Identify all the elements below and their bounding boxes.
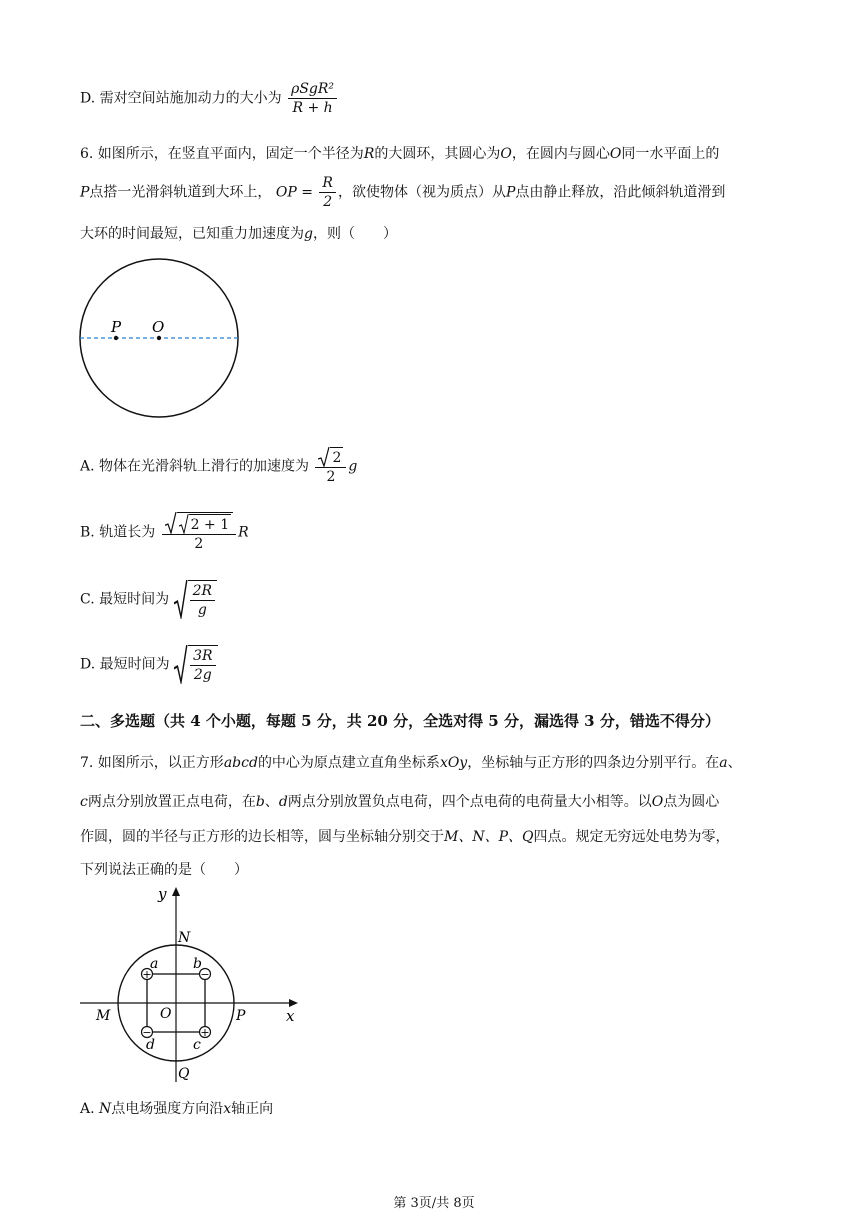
q6-option-d: D. 最短时间为 $\frac{3R}{2g}$ (80, 645, 218, 684)
x-axis-arrow (289, 999, 298, 1007)
q6-option-b: B. 轨道长为 $\frac{2 + 1}{2}$ R (80, 512, 249, 553)
label-a: a (150, 956, 159, 972)
svg-text:+: + (142, 968, 152, 981)
q7-stem-line1: 7. 如图所示，以正方形abcd的中心为原点建立直角坐标系xOy，坐标轴与正方形的四条边分别平行。在a、 (80, 755, 742, 771)
label-p: P (236, 1008, 246, 1024)
label-y: y (158, 885, 167, 903)
label-o: O (152, 318, 165, 336)
q6-stem-line1: 6. 如图所示，在竖直平面内，固定一个半径为R的大圆环，其圆心为O，在圆内与圆心O同一水平面上的 (80, 146, 720, 162)
svg-text:−: − (200, 968, 210, 981)
label-q: Q (178, 1066, 190, 1082)
label-m: M (96, 1008, 111, 1024)
label-p: P (111, 318, 122, 336)
q6-option-a: A. 物体在光滑斜轨上滑行的加速度为 $\frac{2}{2}$ g (80, 447, 357, 486)
y-axis-arrow (172, 887, 180, 896)
label-d: d (146, 1037, 155, 1053)
q5d-fraction: $\frac{\text{ρSgR²}}{R + h}$ (288, 80, 337, 117)
q7-stem-line3: 作圆，圆的半径与正方形的边长相等，圆与坐标轴分别交于M、N、P、Q四点。规定无穷远处电势为零， (80, 829, 730, 845)
q6-stem-line2: P点搭一光滑斜轨道到大环上， OP = $\frac{R}{2}$ ，欲使物体（视为质点）从P点由静止释放，沿此倾斜轨道滑到 (80, 175, 726, 210)
svg-text:−: − (142, 1026, 152, 1039)
label-x: x (286, 1007, 295, 1025)
label-b: b (193, 956, 202, 972)
label-o: O (160, 1006, 172, 1022)
svg-text:+: + (200, 1026, 210, 1039)
q7-coordinate-figure (78, 882, 303, 1092)
point-p-dot (114, 336, 118, 340)
q6-stem-line3: 大环的时间最短，已知重力加速度为g，则（ ） (80, 226, 397, 242)
page-footer: 第 3页/共 8页 (393, 1196, 475, 1211)
q6-option-c: C. 最短时间为 $\frac{2R}{g}$ (80, 580, 217, 619)
q7-stem-line2: c两点分别放置正点电荷，在b、d两点分别放置负点电荷，四个点电荷的电荷量大小相等。以O点为圆心 (80, 794, 720, 810)
charge-c-positive (200, 1026, 211, 1039)
q5-option-d: D. 需对空间站施加动力的大小为 $\frac{\text{ρSgR²}}{R + h}$ (80, 80, 339, 117)
q7-option-a: A. N点电场强度方向沿x轴正向 (80, 1101, 274, 1117)
label-c: c (193, 1037, 201, 1053)
label-n: N (178, 930, 191, 946)
point-o-dot (157, 336, 161, 340)
section-2-heading: 二、多选题（共 4 个小题，每题 5 分，共 20 分，全选对得 5 分，漏选得 3 分，错选不得分） (80, 712, 720, 730)
q6-circle-figure (76, 256, 242, 420)
q7-stem-line4: 下列说法正确的是（ ） (80, 862, 248, 878)
op-fraction: $\frac{R}{2}$ (319, 174, 336, 211)
